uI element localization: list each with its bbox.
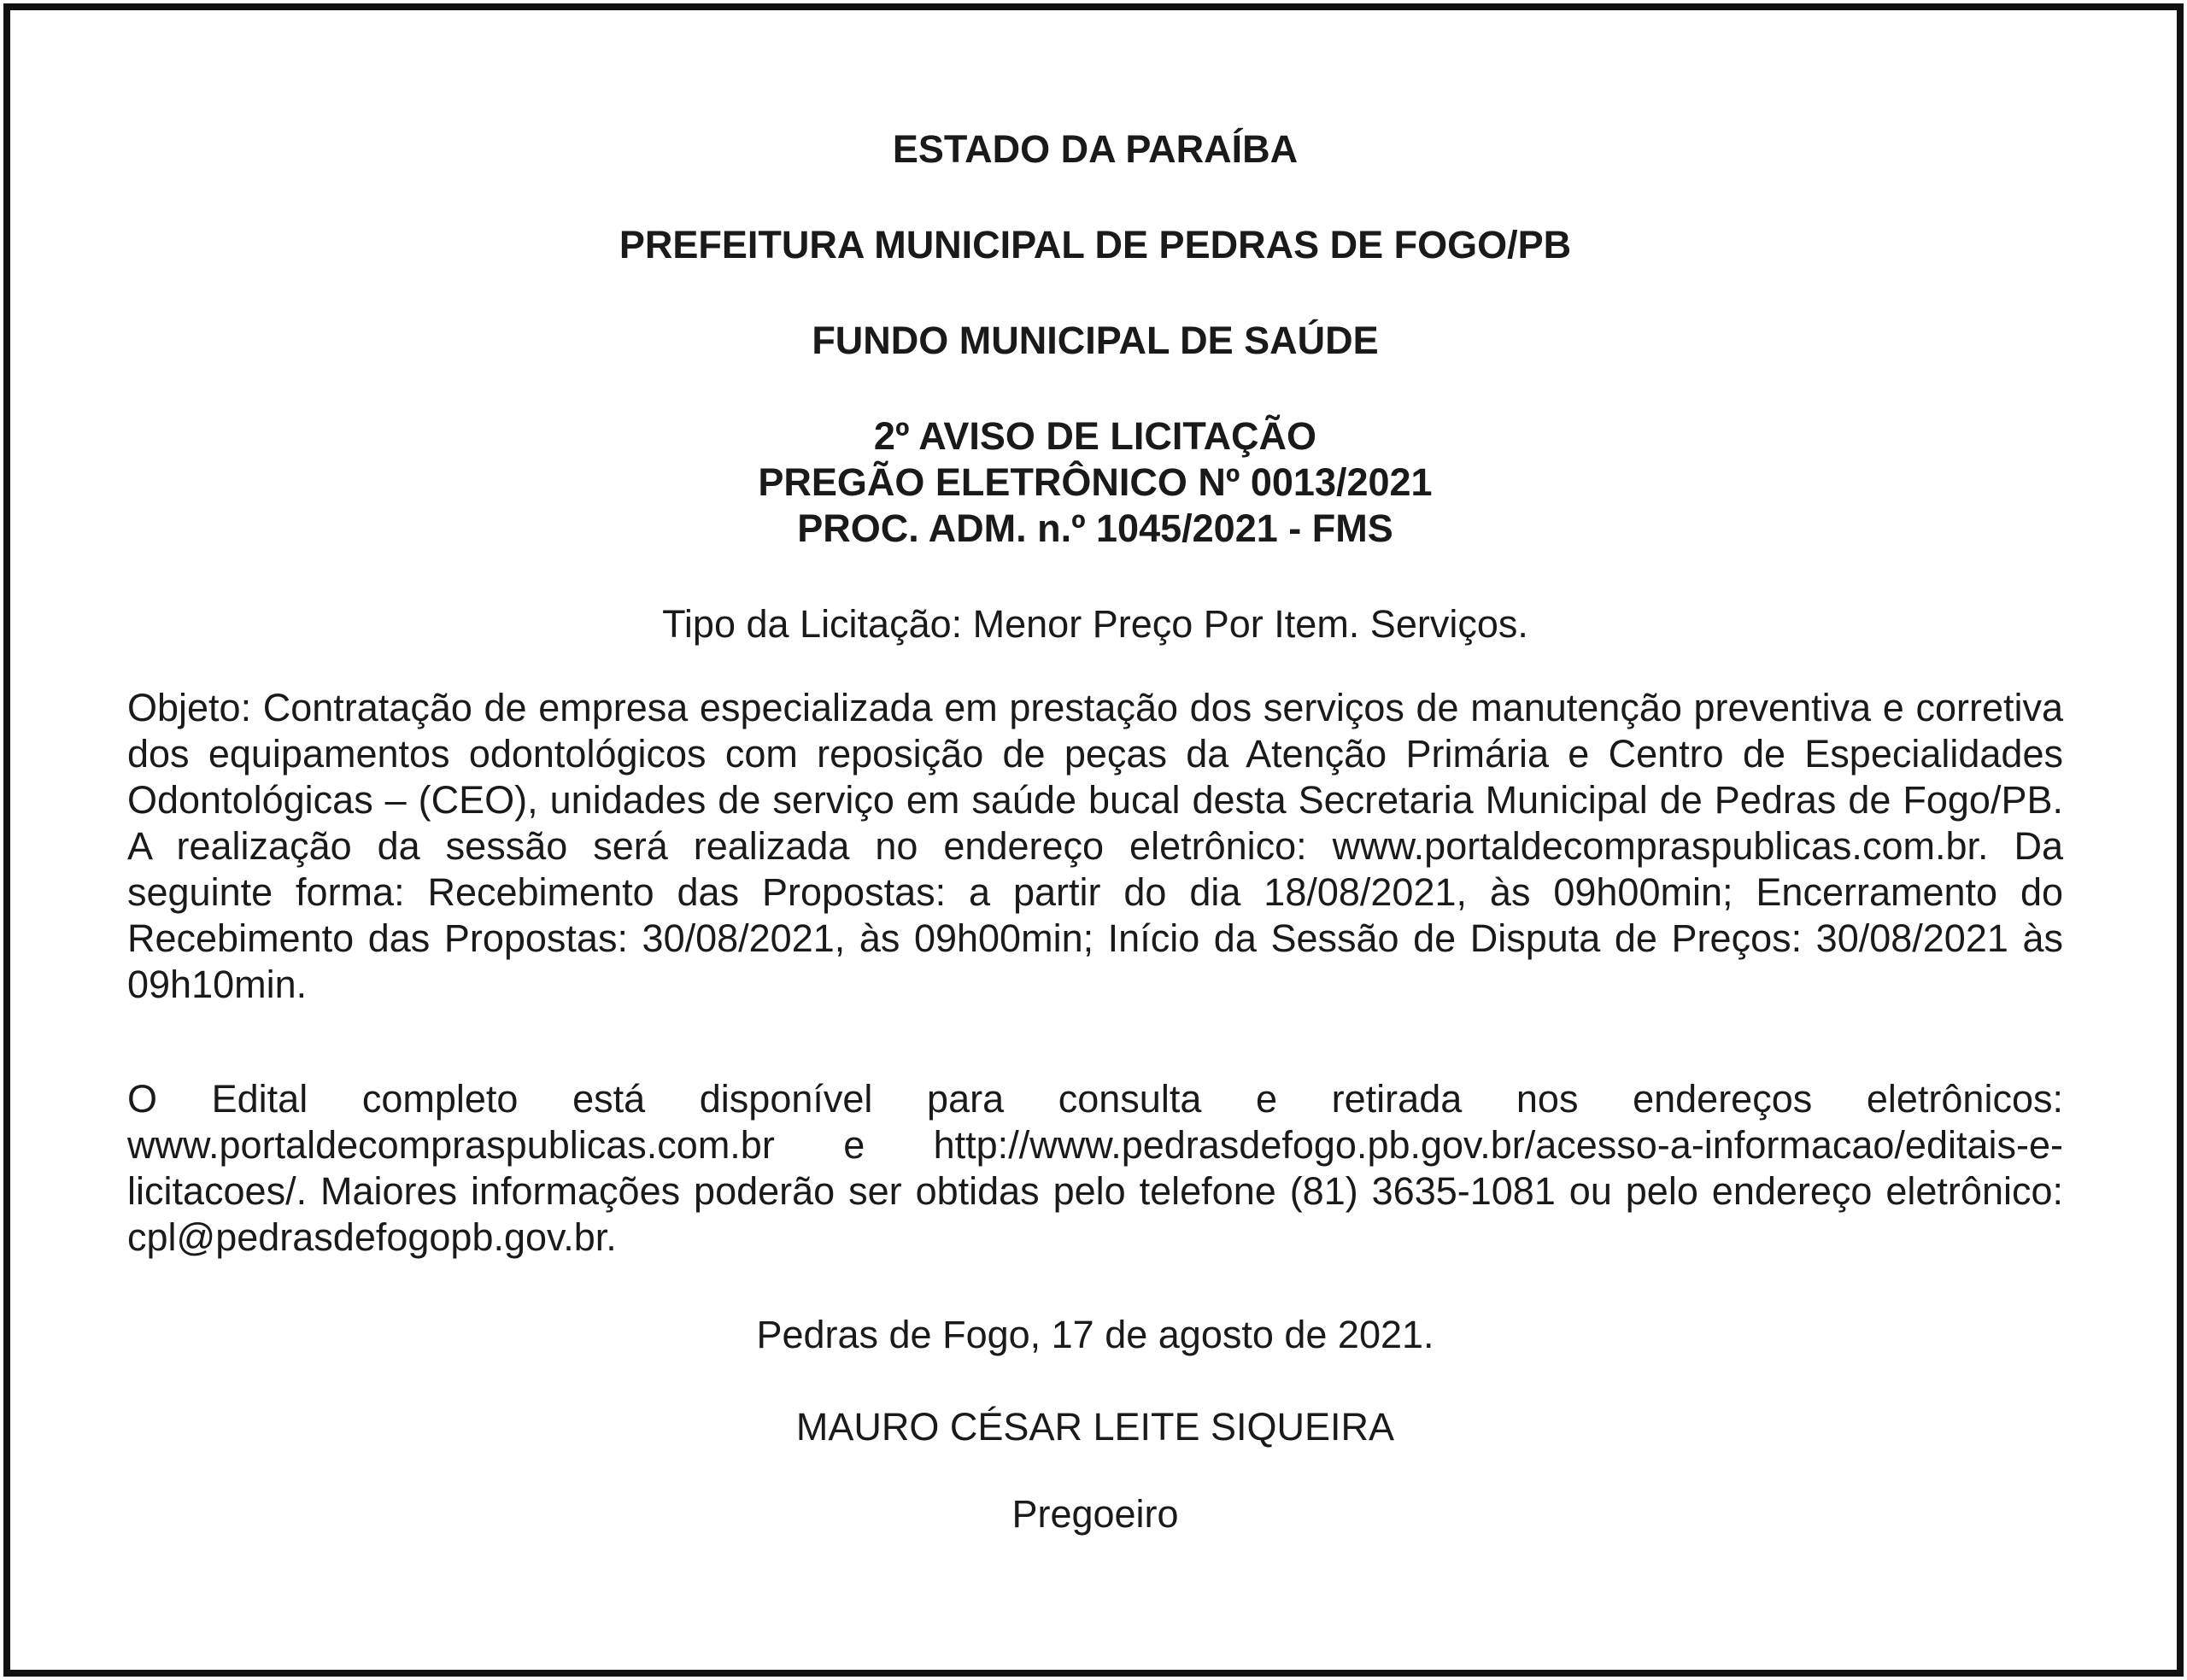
notice-title-block: [127, 413, 2063, 552]
notice-frame: [3, 3, 2184, 1677]
process-number: PROC. ADM. n.º 1045/2021 - FMS: [797, 506, 1393, 550]
object-paragraph: Objeto: Contratação de empresa especializada em prestação dos serviços de manutenção preventiva e corretiva dos equipamentos odontológicos com reposição de peças da Atenção Primária e Centro de Especialidades Odontológicas – (CEO), unidades de serviço em saúde bucal desta Secretaria Municipal de Pedras de Fogo/PB. A realização da sessão será realizada no endereço eletrônico: www.portaldecompraspublicas.com.br. Da seguinte forma: Recebimento das Propostas: a partir do dia 18/08/2021, às 09h00min; Encerramento do Recebimento das Propostas: 30/08/2021, às 09h00min; Início da Sessão de Disputa de Preços: 30/08/2021 às 09h10min.: [127, 686, 2063, 1006]
notice-content: [127, 126, 2063, 1537]
signer-name: MAURO CÉSAR LEITE SIQUEIRA: [795, 1405, 1395, 1449]
edital-paragraph: O Edital completo está disponível para consulta e retirada nos endereços eletrônicos: www.portaldecompraspublicas.com.br e http://www.pedrasdefogo.pb.gov.br/acesso-a-informacao/editais-e-licitacoes/. Maiores informações poderão ser obtidas pelo telefone (81) 3635-1081 ou pelo endereço eletrônico: cpl@pedrasdefogopb.gov.br.: [127, 1077, 2063, 1259]
notice-title: 2º AVISO DE LICITAÇÃO: [873, 414, 1317, 458]
prefecture-heading: PREFEITURA MUNICIPAL DE PEDRAS DE FOGO/PB: [619, 223, 1572, 266]
state-heading: ESTADO DA PARAÍBA: [892, 127, 1299, 171]
pregao-number: PREGÃO ELETRÔNICO Nº 0013/2021: [758, 460, 1433, 504]
bid-type: Tipo da Licitação: Menor Preço Por Item. Serviços.: [662, 602, 1528, 646]
place-date: Pedras de Fogo, 17 de agosto de 2021.: [756, 1313, 1434, 1356]
signer-role: Pregoeiro: [1011, 1492, 1179, 1536]
fund-heading: FUNDO MUNICIPAL DE SAÚDE: [812, 319, 1379, 362]
